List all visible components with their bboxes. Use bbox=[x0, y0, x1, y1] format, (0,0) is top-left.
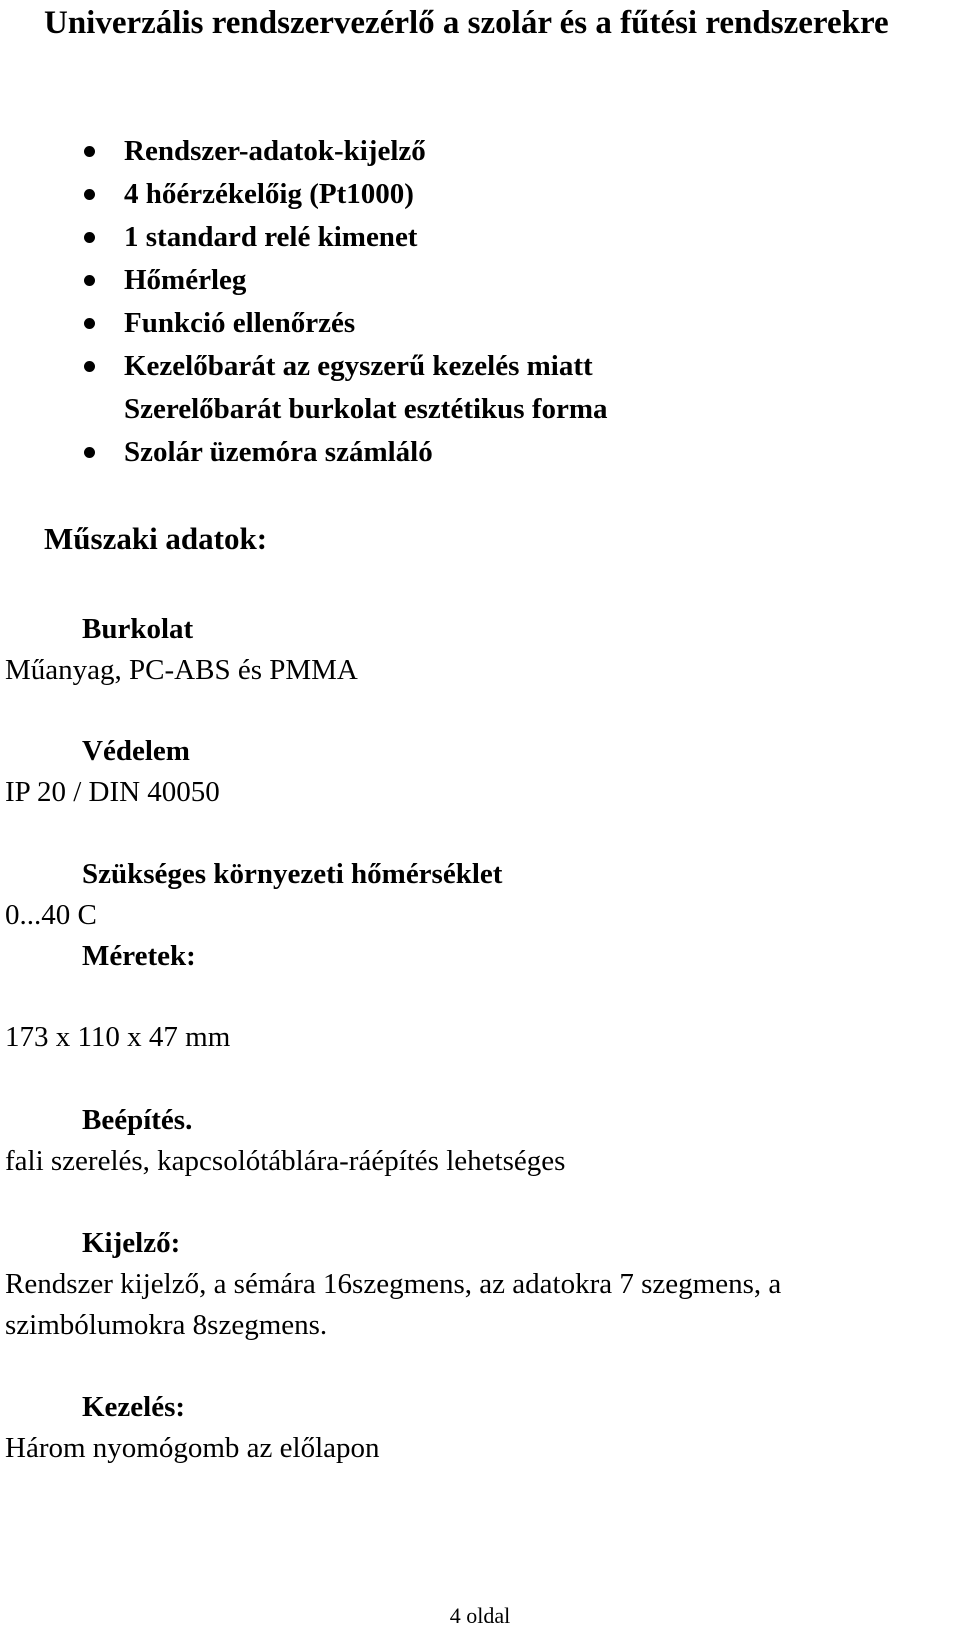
spec-label-ambient-temperature: Szükséges környezeti hőmérséklet bbox=[82, 858, 503, 890]
feature-text: Funkció ellenőrzés bbox=[124, 307, 356, 339]
spec-label-housing: Burkolat bbox=[82, 613, 194, 645]
spec-label-operation: Kezelés: bbox=[82, 1391, 186, 1423]
bullet-icon bbox=[84, 146, 95, 157]
page-number: 4 oldal bbox=[449, 1603, 511, 1628]
bullet-icon bbox=[84, 189, 95, 200]
feature-text: Szolár üzemóra számláló bbox=[124, 436, 433, 468]
feature-item bbox=[0, 345, 960, 388]
spec-label-mounting: Beépítés. bbox=[82, 1104, 193, 1136]
spec-value-display-line2: szimbólumokra 8szegmens. bbox=[5, 1309, 328, 1341]
spec-value-dimensions: 173 x 110 x 47 mm bbox=[5, 1021, 231, 1053]
feature-text: 1 standard relé kimenet bbox=[124, 221, 418, 253]
bullet-icon bbox=[84, 318, 95, 329]
tech-specs-heading: Műszaki adatok: bbox=[44, 521, 268, 556]
bullet-icon bbox=[84, 447, 95, 458]
feature-item bbox=[0, 302, 960, 345]
feature-text: Rendszer-adatok-kijelző bbox=[124, 135, 426, 167]
feature-list bbox=[0, 130, 960, 474]
feature-item bbox=[0, 431, 960, 474]
feature-item bbox=[0, 259, 960, 302]
spec-value-operation: Három nyomógomb az előlapon bbox=[5, 1432, 380, 1464]
spec-label-display: Kijelző: bbox=[82, 1227, 181, 1259]
feature-text: Hőmérleg bbox=[124, 264, 247, 296]
spec-label-dimensions: Méretek: bbox=[82, 940, 196, 972]
feature-item bbox=[0, 173, 960, 216]
document-title: Univerzális rendszervezérlő a szolár és a fűtési rendszerekre bbox=[44, 5, 889, 41]
spec-label-protection: Védelem bbox=[82, 735, 190, 767]
feature-text: Kezelőbarát az egyszerű kezelés miatt bbox=[124, 350, 593, 382]
spec-value-mounting: fali szerelés, kapcsolótáblára-ráépítés lehetséges bbox=[5, 1145, 566, 1177]
spec-value-housing: Műanyag, PC-ABS és PMMA bbox=[5, 654, 358, 686]
feature-item-continuation bbox=[0, 388, 960, 431]
spec-value-display-line1: Rendszer kijelző, a sémára 16szegmens, az adatokra 7 szegmens, a bbox=[5, 1268, 782, 1300]
feature-text: 4 hőérzékelőig (Pt1000) bbox=[124, 178, 414, 210]
feature-text: Szerelőbarát burkolat esztétikus forma bbox=[124, 393, 608, 425]
spec-value-protection: IP 20 / DIN 40050 bbox=[5, 776, 220, 808]
bullet-icon bbox=[84, 275, 95, 286]
bullet-icon bbox=[84, 361, 95, 372]
bullet-icon bbox=[84, 232, 95, 243]
feature-item bbox=[0, 216, 960, 259]
feature-item bbox=[0, 130, 960, 173]
spec-value-ambient-temperature: 0...40 C bbox=[5, 899, 97, 931]
